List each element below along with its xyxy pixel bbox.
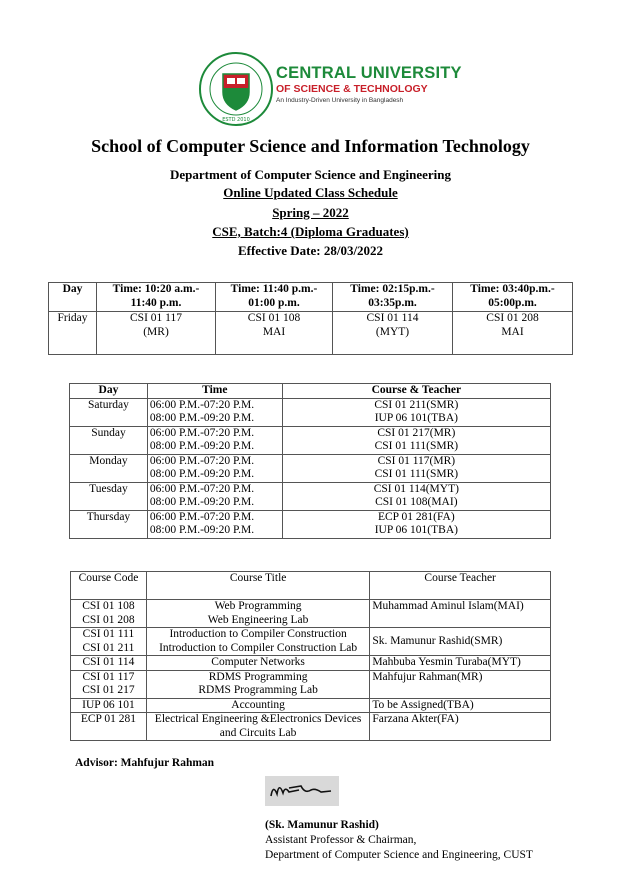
time-cell: 06:00 P.M.-07:20 P.M. 08:00 P.M.-09:20 P.M. xyxy=(147,454,282,482)
code-cell: CSI 01 117 CSI 01 217 xyxy=(71,670,147,698)
column-header: Day xyxy=(49,283,97,312)
table-row xyxy=(49,312,573,355)
table-row xyxy=(71,670,551,698)
day-cell: Thursday xyxy=(70,510,148,538)
column-header: Time: 02:15p.m.- 03:35p.m. xyxy=(333,283,453,312)
teacher-cell: Mahfujur Rahman(MR) xyxy=(370,670,551,698)
time-cell: 06:00 P.M.-07:20 P.M. 08:00 P.M.-09:20 P.M. xyxy=(147,398,282,426)
advisor-line: Advisor: Mahfujur Rahman xyxy=(75,757,215,769)
day-cell: Saturday xyxy=(70,398,148,426)
table-row xyxy=(71,600,551,628)
title-cell: Computer Networks xyxy=(146,656,369,671)
time-cell: 06:00 P.M.-07:20 P.M. 08:00 P.M.-09:20 P.M. xyxy=(147,482,282,510)
course-cell: CSI 01 211(SMR) IUP 06 101(TBA) xyxy=(282,398,550,426)
column-header: Day xyxy=(70,384,148,399)
signature-image xyxy=(265,776,339,806)
day-cell: Friday xyxy=(49,312,97,355)
title-cell: Accounting xyxy=(146,698,369,713)
course-cell: ECP 01 281(FA) IUP 06 101(TBA) xyxy=(282,510,550,538)
table-row xyxy=(71,628,551,656)
table-row xyxy=(70,510,551,538)
friday-schedule-table xyxy=(48,282,573,355)
title-cell: Web Programming Web Engineering Lab xyxy=(146,600,369,628)
code-cell: CSI 01 108 CSI 01 208 xyxy=(71,600,147,628)
table-header-row xyxy=(71,572,551,600)
time-cell: 06:00 P.M.-07:20 P.M. 08:00 P.M.-09:20 P.M. xyxy=(147,426,282,454)
table-row xyxy=(70,398,551,426)
course-cell: CSI 01 114 (MYT) xyxy=(333,312,453,355)
table-row xyxy=(71,656,551,671)
semester: Spring – 2022 xyxy=(272,205,349,220)
code-cell: IUP 06 101 xyxy=(71,698,147,713)
title-cell: RDMS Programming RDMS Programming Lab xyxy=(146,670,369,698)
code-cell: ECP 01 281 xyxy=(71,713,147,741)
column-header: Time: 03:40p.m.- 05:00p.m. xyxy=(453,283,573,312)
evening-schedule-table xyxy=(69,383,551,539)
title-cell: Electrical Engineering &Electronics Devices and Circuits Lab xyxy=(146,713,369,741)
university-name: CENTRAL UNIVERSITY xyxy=(276,64,462,82)
column-header: Time: 11:40 p.m.- 01:00 p.m. xyxy=(216,283,333,312)
table-row xyxy=(70,482,551,510)
university-tagline: An Industry-Driven University in Bangladesh xyxy=(276,97,404,104)
table-header-row xyxy=(49,283,573,312)
batch: CSE, Batch:4 (Diploma Graduates) xyxy=(212,224,409,239)
teacher-cell: Muhammad Aminul Islam(MAI) xyxy=(370,600,551,628)
day-cell: Tuesday xyxy=(70,482,148,510)
department-title: Department of Computer Science and Engineering xyxy=(169,167,452,182)
teacher-cell: Farzana Akter(FA) xyxy=(370,713,551,741)
column-header: Time: 10:20 a.m.- 11:40 p.m. xyxy=(97,283,216,312)
effective-date: Effective Date: 28/03/2022 xyxy=(237,243,384,258)
signatory-name: (Sk. Mamunur Rashid) xyxy=(265,819,379,831)
university-subname: OF SCIENCE & TECHNOLOGY xyxy=(276,83,428,95)
schedule-title: Online Updated Class Schedule xyxy=(223,185,398,200)
course-cell: CSI 01 117 (MR) xyxy=(97,312,216,355)
teacher-cell: To be Assigned(TBA) xyxy=(370,698,551,713)
column-header: Course Title xyxy=(146,572,369,600)
table-row xyxy=(70,426,551,454)
signatory-title: Assistant Professor & Chairman, xyxy=(265,834,417,846)
teacher-cell: Sk. Mamunur Rashid(SMR) xyxy=(370,628,551,656)
university-logo xyxy=(199,52,273,126)
course-teacher-table xyxy=(70,571,551,741)
table-row xyxy=(71,698,551,713)
logo-estd: ESTD 2010 xyxy=(222,117,250,123)
column-header: Course & Teacher xyxy=(282,384,550,399)
code-cell: CSI 01 111 CSI 01 211 xyxy=(71,628,147,656)
table-row xyxy=(71,713,551,741)
day-cell: Sunday xyxy=(70,426,148,454)
course-cell: CSI 01 208 MAI xyxy=(453,312,573,355)
course-cell: CSI 01 114(MYT) CSI 01 108(MAI) xyxy=(282,482,550,510)
time-cell: 06:00 P.M.-07:20 P.M. 08:00 P.M.-09:20 P.M. xyxy=(147,510,282,538)
teacher-cell: Mahbuba Yesmin Turaba(MYT) xyxy=(370,656,551,671)
column-header: Course Teacher xyxy=(370,572,551,600)
signatory-department: Department of Computer Science and Engineering, CUST xyxy=(265,849,533,861)
code-cell: CSI 01 114 xyxy=(71,656,147,671)
title-cell: Introduction to Compiler Construction Introduction to Compiler Construction Lab xyxy=(146,628,369,656)
column-header: Course Code xyxy=(71,572,147,600)
day-cell: Monday xyxy=(70,454,148,482)
course-cell: CSI 01 108 MAI xyxy=(216,312,333,355)
course-cell: CSI 01 117(MR) CSI 01 111(SMR) xyxy=(282,454,550,482)
school-title: School of Computer Science and Information Technology xyxy=(91,136,530,156)
column-header: Time xyxy=(147,384,282,399)
course-cell: CSI 01 217(MR) CSI 01 111(SMR) xyxy=(282,426,550,454)
table-row xyxy=(70,454,551,482)
table-header-row xyxy=(70,384,551,399)
